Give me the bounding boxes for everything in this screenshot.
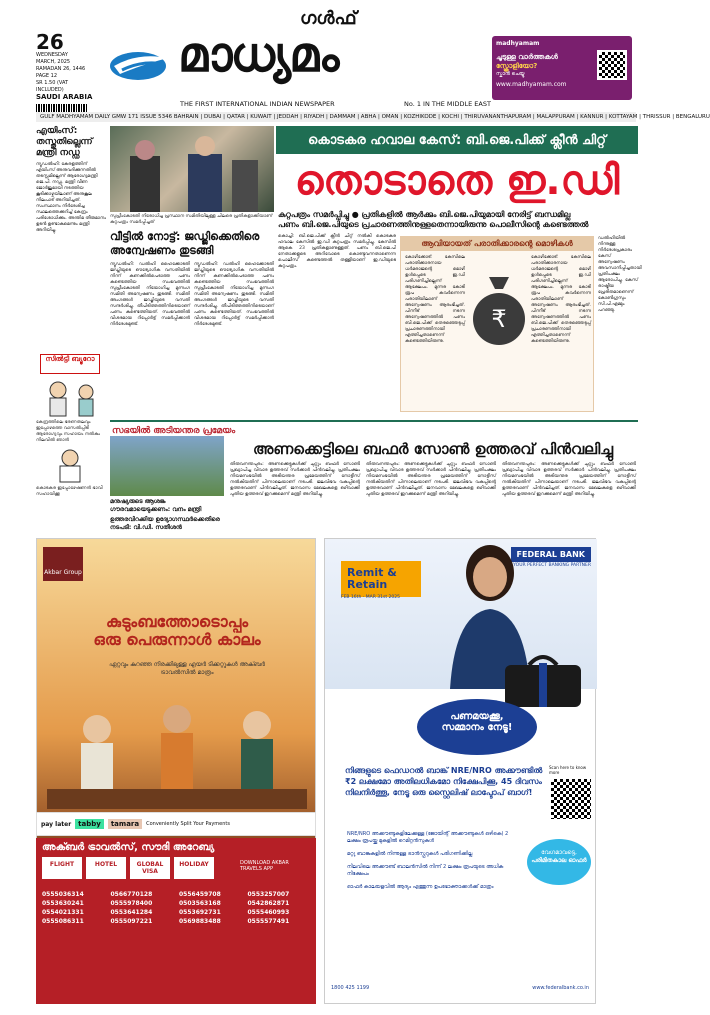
bubble-line-1: പണമയക്കൂ,: [450, 711, 504, 722]
aims-body: ന്യൂഡൽഹി: കേരളത്തിന് എയിംസ് അനുവദിക്കുന്നതിൽ തടസ്സമില്ലെന്ന് ആരോഗ്യമന്ത്രി ജെ.പി. നഡ്ഡ. മന്ത്രി വീണ ജോർജുമായി നടത്തിയ കൂടിക്കാഴ്ചയിലാണ് അനുകൂല നിലപാട് അറിയിച്ചത്. സംസ്ഥാനം നിർദേശിച്ച സ്ഥലത്തെക്കുറിച്ച് കേന്ദ്രം പരിശോധിക്കും. അന്തിമ തീരുമാനം ഉടൻ ഉണ്ടാകുമെന്നും മന്ത്രി അറിയിച്ചു.: [36, 162, 107, 233]
box-body-2: കോഴിക്കോട്: കേസിലെ പരാതിക്കാരനായ ധർമരാജന്റെ മൊഴി ഉൾപ്പെടെ ഇ.ഡി പരിഗണിച്ചില്ലെന്ന് ആക്ഷേപം. മൂന്നര കോടി രൂപ കവർന്നെന്ന പരാതിയിലാണ് അന്വേഷണം ആരംഭിച്ചത്. പിന്നീട് നടന്ന അന്വേഷണത്തിൽ പണം ബി.ജെ.പിക്ക് തെരഞ്ഞെടുപ്പ് പ്രചാരണത്തിനായി എത്തിച്ചതാണെന്ന് കണ്ടെത്തിയിരുന്നു.: [531, 255, 591, 344]
date-block: [36, 32, 96, 116]
promo-line2: സ്ക്രോളിയോ?: [496, 62, 538, 70]
cartoon-figure-icon: [38, 378, 104, 418]
promo-brand: madhyamam: [496, 40, 540, 47]
phone[interactable]: 0555036314: [42, 891, 84, 898]
service-flight[interactable]: FLIGHT: [42, 857, 82, 879]
phone[interactable]: 0569883488: [179, 918, 221, 925]
akbar-head-2: ഒരു പെരുന്നാൾ കാലം: [93, 630, 261, 649]
federal-qr-icon[interactable]: [551, 779, 591, 819]
promo-line1: ചൂടുള്ള വാർത്തകൾ: [496, 53, 558, 61]
buffer-side-2: ഉത്തരവിറക്കിയ ഉദ്യോഗസ്ഥർക്കെതിരെ നടപടി: വി.ഡി. സതീശൻ: [110, 516, 220, 531]
phone[interactable]: 0555577491: [247, 918, 290, 925]
tamara-logo: tamara: [108, 819, 142, 829]
payment-strip: [36, 812, 316, 836]
judge-headline-1: വീട്ടിൽ നോട്ട്: ജഡ്ജിക്കെതിരെ: [110, 230, 260, 243]
akbar-red-panel: [36, 838, 316, 1004]
laptop-bag-icon: [501, 649, 585, 709]
bullet-item: ഓഫർ കാലയളവിൽ ആദ്യം എത്തുന്ന ഉപഭോക്താക്കൾക്ക് മാത്രം: [347, 884, 494, 890]
judge-news: [110, 230, 274, 258]
judge-body-1: ന്യൂഡൽഹി: ഡൽഹി ഹൈക്കോടതി ജഡ്ജിയുടെ ഔദ്യോഗിക വസതിയിൽ നിന്ന് കണക്കിൽപെടാത്ത പണം കണ്ടെത്തിയ സംഭവത്തിൽ സുപ്രീംകോടതി നിയോഗിച്ച മൂന്നംഗ സമിതി അന്വേഷണം തുടങ്ങി. സമിതി അംഗങ്ങൾ ജഡ്ജിയുടെ വസതി സന്ദർശിച്ചു. തീപിടിത്തത്തിനിടെയാണ് പണം കണ്ടെത്തിയത്. സംഭവത്തിൽ വിശദമായ റിപ്പോർട്ട് സമർപ്പിക്കാൻ നിർദേശമുണ്ട്.: [110, 262, 190, 327]
promo-line3: സ്കാൻ ചെയ്യൂ: [496, 71, 525, 77]
federal-web[interactable]: www.federalbank.co.in: [532, 985, 589, 991]
lead-bullets: [278, 210, 636, 230]
promo-box[interactable]: [492, 36, 632, 100]
buffer-label: സഭയിൽ അടിയന്തര പ്രമേയം: [112, 426, 236, 436]
phone[interactable]: 0553641284: [110, 909, 153, 916]
scan-label: Scan here to know more: [549, 765, 587, 775]
installments-text: Conveniently Split Your Payments: [146, 821, 230, 827]
judge-body-2: ന്യൂഡൽഹി: ഡൽഹി ഹൈക്കോടതി ജഡ്ജിയുടെ ഔദ്യോഗിക വസതിയിൽ നിന്ന് കണക്കിൽപെടാത്ത പണം കണ്ടെത്തിയ സംഭവത്തിൽ സുപ്രീംകോടതി നിയോഗിച്ച മൂന്നംഗ സമിതി അന്വേഷണം തുടങ്ങി. സമിതി അംഗങ്ങൾ ജഡ്ജിയുടെ വസതി സന്ദർശിച്ചു. തീപിടിത്തത്തിനിടെയാണ് പണം കണ്ടെത്തിയത്. സംഭവത്തിൽ വിശദമായ റിപ്പോർട്ട് സമർപ്പിക്കാൻ നിർദേശമുണ്ട്.: [194, 262, 274, 327]
edition-bar: GULF MADHYAMAM DAILY GMW 171 ISSUE 5346 BAHRAIN | DUBAI | QATAR | KUWAIT | JEDDAH | RIYADH | DAMMAM | ABHA | OMAN | KOZHIKODE | KOCHI | THIRUVANANTHAPURAM | MALAPPURAM | KANNUR | KOTTAYAM | THRISSUR | BENGALURU: [36, 112, 636, 122]
month-year: MARCH, 2025: [36, 59, 71, 65]
buffer-body-2: തിരുവനന്തപുരം: അണക്കെട്ടുകൾക്ക് ചുറ്റും ബഫർ സോൺ പ്രഖ്യാപിച്ച വിവാദ ഉത്തരവ് സർക്കാർ പിൻവലിച്ചു. പ്രതിപക്ഷം നിയമസഭയിൽ അടിയന്തര പ്രമേയത്തിന് നോട്ടീസ് നൽകിയതിന് പിന്നാലെയാണ് നടപടി. ജലവിഭവ വകുപ്പിന്റെ ഉത്തരവാണ് പിൻവലിച്ചത്. ജനവാസ മേഖലകളെ ഒഴിവാക്കി പുതിയ ഉത്തരവ് ഇറക്കുമെന്ന് മന്ത്രി അറിയിച്ചു.: [366, 462, 496, 497]
phone[interactable]: 0553257007: [247, 891, 290, 898]
lead-photo-caption: സുപ്രീംകോടതി നിരോധിച്ച പ്രസ്ഥാന സമിതിയിലുള്ള ചിലരെ പ്രതികളാക്കിയാണ് കുറ്റപത്രം സമർപ്പിച്ചത്: [110, 214, 273, 225]
promo-url[interactable]: www.madhyamam.com: [496, 81, 567, 88]
phone[interactable]: 0556459708: [179, 891, 221, 898]
service-visa[interactable]: GLOBAL VISA: [130, 857, 170, 879]
bird-logo-icon: [108, 48, 172, 82]
download-app[interactable]: DOWNLOAD AKBAR TRAVELS APP: [240, 860, 289, 872]
lead-headline: തൊടാതെ ഇ.ഡി: [294, 158, 620, 204]
tagline: THE FIRST INTERNATIONAL INDIAN NEWSPAPER: [180, 100, 335, 108]
federal-brand: FEDERAL BANK: [511, 547, 591, 562]
lead-right-body: ഡൽഹിയിൽ നിന്നുള്ള നിർദേശപ്രകാരം കേസ് അന്വേഷണം അവസാനിപ്പിച്ചതായി പ്രതിപക്ഷം ആരോപിച്ചു. കേസ് രാഷ്ട്രീയ പ്രേരിതമാണെന്ന് കോൺഗ്രസും സി.പി.എമ്മും പറഞ്ഞു.: [598, 236, 642, 313]
price: SR 1.50 (VAT INCLUDED): [36, 80, 69, 93]
service-holiday[interactable]: HOLIDAY: [174, 857, 214, 879]
cartoon-figure-2-icon: [40, 448, 100, 484]
cartoon-caption-1: കേന്ദ്രത്തിലെ ഭരണതലവും ഇപ്പോഴത്തെ വാസൽപ്പിടി ആരോഗ്യവും സഹായം നൽകും നിലവിൽ ഞാൻ: [36, 420, 101, 443]
phone[interactable]: 0503563168: [179, 900, 221, 907]
lead-photo: [110, 126, 274, 212]
hijri-date: RAMADAN 26, 1446: [36, 66, 86, 72]
complainant-box: [400, 236, 594, 412]
buffer-divider: [110, 420, 638, 422]
day: 26: [36, 30, 64, 54]
aims-headline-3: മന്ത്രി നഡ്ഡ: [36, 148, 80, 158]
money-bag-icon: [469, 267, 529, 347]
buffer-headline: അണക്കെട്ടിലെ ബഫർ സോൺ ഉത്തരവ് പിൻവലിച്ചു: [252, 440, 614, 458]
remit-retain: Remit & Retain: [341, 561, 421, 597]
lead-bullet-2: പണം ബി.ജെ.പിയുടെ പ്രചാരണത്തിനുള്ളതെന്നായിരുന്നു പൊലീസിന്റെ കണ്ടെത്തൽ: [278, 220, 589, 229]
akbar-red-title: അക്ബർ ട്രാവൽസ്, സൗദി അറേബ്യ: [42, 842, 215, 853]
limited-offer-badge: [527, 839, 591, 885]
newspaper-title: മാധ്യമം: [178, 27, 338, 83]
akbar-brand: Akbar Group: [43, 547, 83, 581]
phone[interactable]: 0555097221: [110, 918, 153, 925]
phone[interactable]: 0555460993: [247, 909, 290, 916]
tabby-logo: tabby: [75, 819, 104, 829]
logo-gulf: ഗൾഫ്: [300, 8, 357, 29]
cartoon-tag-box: [40, 354, 100, 374]
remit-dates: FEB 16th - MAR 31st 2025: [341, 595, 401, 600]
phone-grid: [36, 879, 316, 937]
service-hotel[interactable]: HOTEL: [86, 857, 126, 879]
weekday: WEDNESDAY: [36, 52, 68, 58]
tagline-2: No. 1 IN THE MIDDLE EAST: [404, 100, 491, 108]
lead-bullet-1: കുറ്റപത്രം സമർപ്പിച്ചു ● പ്രതികളിൽ ആർക്കും ബി.ജെ.പിയുമായി നേരിട്ട് ബന്ധമില്ല: [278, 210, 571, 219]
akbar-head-1: കുടുംബത്തോടൊപ്പം: [105, 612, 249, 631]
phone[interactable]: 0554021331: [42, 909, 84, 916]
phone[interactable]: 0566770128: [110, 891, 153, 898]
qr-code-icon[interactable]: [597, 50, 627, 80]
pay-later-label: pay later: [41, 820, 72, 828]
phone[interactable]: 0553630241: [42, 900, 84, 907]
svg-text:₹: ₹: [491, 305, 507, 333]
buffer-photo: [110, 436, 224, 496]
cartoon-tag: സിൽട്ടി ബ്യൂറോ: [45, 355, 95, 363]
phone[interactable]: 0542862871: [247, 900, 290, 907]
box-title: ആവിയായത് പരാതിക്കാരന്റെ മൊഴികൾ: [401, 237, 593, 251]
bubble-line-2: സമ്മാനം നേടൂ!: [441, 722, 513, 733]
akbar-sub: ഏറ്റവും കുറഞ്ഞ നിരക്കിലുള്ള എയർ ടിക്കറ്റുകൾ അക്ബർ ട്രാവൽസിൽ മാത്രം: [109, 661, 265, 676]
buffer-body-3: തിരുവനന്തപുരം: അണക്കെട്ടുകൾക്ക് ചുറ്റും ബഫർ സോൺ പ്രഖ്യാപിച്ച വിവാദ ഉത്തരവ് സർക്കാർ പിൻവലിച്ചു. പ്രതിപക്ഷം നിയമസഭയിൽ അടിയന്തര പ്രമേയത്തിന് നോട്ടീസ് നൽകിയതിന് പിന്നാലെയാണ് നടപടി. ജലവിഭവ വകുപ്പിന്റെ ഉത്തരവാണ് പിൻവലിച്ചത്. ജനവാസ മേഖലകളെ ഒഴിവാക്കി പുതിയ ഉത്തരവ് ഇറക്കുമെന്ന് മന്ത്രി അറിയിച്ചു.: [502, 462, 636, 497]
cartoon-caption-2: കൊടകര ഇപ്പോഴേഷണൻ ഭാവി സഹായിക്കൂ: [36, 486, 103, 497]
federal-bullets: [347, 831, 523, 891]
phone[interactable]: 0555086311: [42, 918, 84, 925]
family-dinner-illustration: [47, 689, 307, 809]
badge-line-2: പരിമിതകാല ഓഫർ: [531, 857, 587, 864]
buffer-side-1: മനുഷ്യരുടെ ആശങ്ക ഗൗരവമായെടുക്കണം: വനം മന്ത്രി: [110, 498, 202, 513]
left-column: [36, 126, 106, 350]
buffer-body-1: തിരുവനന്തപുരം: അണക്കെട്ടുകൾക്ക് ചുറ്റും ബഫർ സോൺ പ്രഖ്യാപിച്ച വിവാദ ഉത്തരവ് സർക്കാർ പിൻവലിച്ചു. പ്രതിപക്ഷം നിയമസഭയിൽ അടിയന്തര പ്രമേയത്തിന് നോട്ടീസ് നൽകിയതിന് പിന്നാലെയാണ് നടപടി. ജലവിഭവ വകുപ്പിന്റെ ഉത്തരവാണ് പിൻവലിച്ചത്. ജനവാസ മേഖലകളെ ഒഴിവാക്കി പുതിയ ഉത്തരവ് ഇറക്കുമെന്ന് മന്ത്രി അറിയിച്ചു.: [230, 462, 360, 497]
bullet-item: മറ്റു ബാങ്കുകളിൽ നിന്നുള്ള ട്രാൻസ്ഫറുകൾ പരിഗണിക്കില്ല: [347, 851, 473, 857]
lead-body: കൊച്ചി: ബി.ജെ.പിക്ക് ക്ലീൻ ചിറ്റ് നൽകി കൊടകര ഹവാല കേസിൽ ഇ.ഡി കുറ്റപത്രം സമർപ്പിച്ചു. കേസിൽ ആകെ 23 പ്രതികളാണുള്ളത്. പണം ബി.ജെ.പി നേതാക്കളുടെ അറിവോടെ കൊണ്ടുവന്നതാണെന്ന പൊലീസ് കണ്ടെത്തൽ തള്ളിയാണ് ഇ.ഡിയുടെ കുറ്റപത്രം.: [278, 234, 396, 269]
page-number: PAGE 12: [36, 73, 58, 79]
federal-bank-ad[interactable]: [324, 538, 596, 1004]
federal-contact[interactable]: 1800 425 1199: [331, 985, 370, 991]
country: SAUDI ARABIA: [36, 93, 93, 101]
aims-headline-1: എയിംസ്:: [36, 126, 78, 136]
phone[interactable]: 0555978400: [110, 900, 153, 907]
aims-headline-2: തസ്തുതില്ലെന്ന്: [36, 137, 93, 147]
badge-line-1: വേഗമാവട്ടെ,: [541, 849, 577, 856]
bullet-item: നിലവിലെ അക്കൗണ്ട് ബാലൻസിൽ നിന്ന് 2 ലക്ഷം രൂപയുടെ അധിക നിക്ഷേപം: [347, 864, 504, 877]
federal-tag: YOUR PERFECT BANKING PARTNER: [513, 563, 591, 568]
prize-bubble: [417, 699, 537, 755]
federal-main-offer: നിങ്ങളുടെ ഫെഡറൽ ബാങ്ക് NRE/NRO അക്കൗണ്ടിൽ ₹2 ലക്ഷമോ അതിലധികമോ നിക്ഷേപിക്കൂ, 45 ദിവസം നിലനിർത്തൂ, നേടൂ ഒരു സ്റ്റൈലിഷ് ലാപ്ടോപ് ബാഗ്!: [345, 766, 543, 797]
lead-banner: കൊടകര ഹവാല കേസ്: ബി.ജെ.പിക്ക് ക്ലീൻ ചിറ്റ്: [276, 126, 638, 154]
box-body-1: കോഴിക്കോട്: കേസിലെ പരാതിക്കാരനായ ധർമരാജന്റെ മൊഴി ഉൾപ്പെടെ ഇ.ഡി പരിഗണിച്ചില്ലെന്ന് ആക്ഷേപം. മൂന്നര കോടി രൂപ കവർന്നെന്ന പരാതിയിലാണ് അന്വേഷണം ആരംഭിച്ചത്. പിന്നീട് നടന്ന അന്വേഷണത്തിൽ പണം ബി.ജെ.പിക്ക് തെരഞ്ഞെടുപ്പ് പ്രചാരണത്തിനായി എത്തിച്ചതാണെന്ന് കണ്ടെത്തിയിരുന്നു.: [405, 255, 465, 344]
judge-headline-2: അന്വേഷണം തുടങ്ങി: [110, 244, 214, 257]
phone[interactable]: 0553692731: [179, 909, 221, 916]
bullet-item: NRE/NRO അക്കൗണ്ടുകളിലേക്കുള്ള (ജോയിന്റ് അക്കൗണ്ടുകൾ ഒഴികെ) 2 ലക്ഷം രൂപയ്ക്കു മുകളിൽ റെമിറ്റൻസുകൾ: [347, 831, 509, 844]
